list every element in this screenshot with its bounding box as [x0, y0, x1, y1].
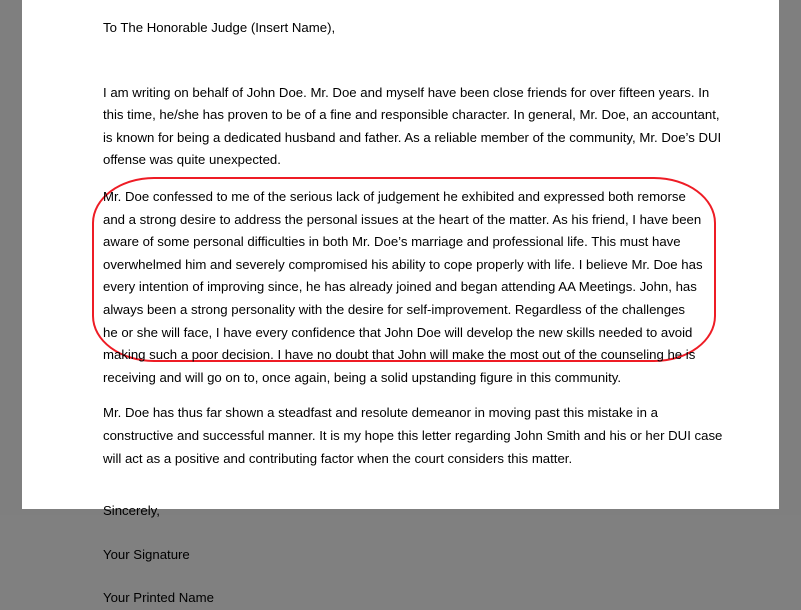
- signature-line: Your Signature: [103, 546, 190, 562]
- paragraph-3: Mr. Doe has thus far shown a steadfast and resolute demeanor in moving past this mistake in a constructive and successful manner. It is my hope this letter regarding John Smith and his or her DUI case will act as a positive and contributing factor when the court considers this matter.: [103, 405, 723, 466]
- closing-text: Sincerely,: [103, 503, 160, 519]
- highlighted-paragraph-block: [103, 186, 723, 389]
- paragraph-2-highlighted: Mr. Doe confessed to me of the serious lack of judgement he exhibited and expressed both remorse and a strong desire to address the personal issues at the heart of the matter. As his friend, I have been aware of some personal difficulties in both Mr. Doe’s marriage and professional life. This must have overwhelmed him and severely compromised his ability to cope properly with life. I believe Mr. Doe has every intention of improving since, he has already joined and began attending AA Meetings. John, has always been a strong personality with the desire for self-improvement. Regardless of the challenges he or she will face, I have every confidence that John Doe will develop the new skills needed to avoid making such a poor decision. I have no doubt that John will make the most out of the counseling he is receiving and will go on to, once again, being a solid upstanding figure in this community.: [103, 188, 703, 385]
- salutation-text: To The Honorable Judge (Insert Name),: [103, 20, 336, 35]
- spacer: [103, 393, 723, 402]
- spacer: [103, 566, 723, 587]
- printed-name-line: Your Printed Name: [103, 590, 214, 606]
- document-page: [22, 0, 779, 606]
- spacer: [103, 40, 723, 82]
- spacer: [103, 523, 723, 544]
- spacer: [103, 470, 723, 500]
- paragraph-1: I am writing on behalf of John Doe. Mr. Doe and myself have been close friends for over fifteen years. In this time, he/she has proven to be of a fine and responsible character. In general, Mr. Doe, an accountant, is known for being a dedicated husband and father. As a reliable member of the community, Mr. Doe’s DUI offense was quite unexpected.: [103, 84, 722, 168]
